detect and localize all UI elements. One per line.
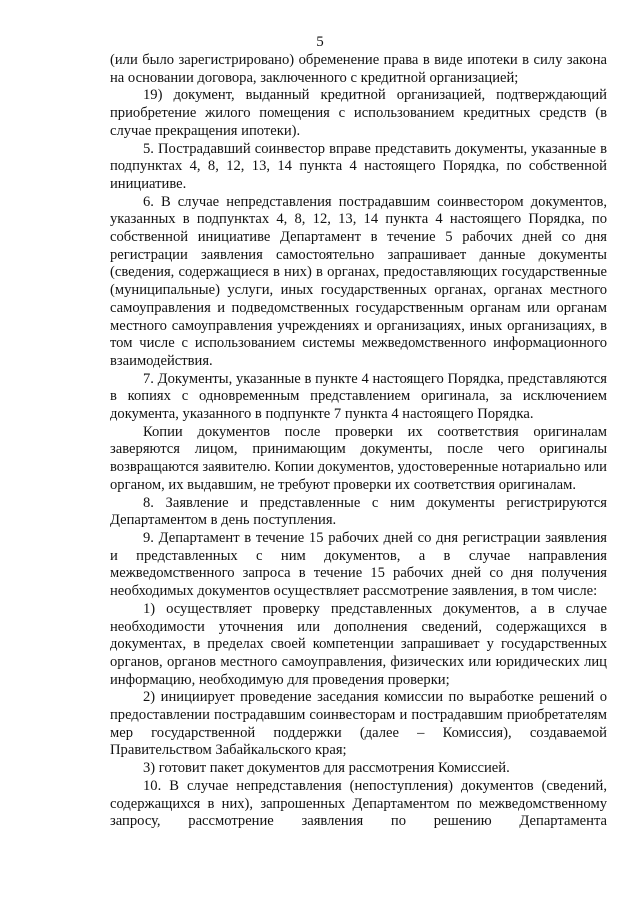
paragraph-8: 8. Заявление и представленные с ним документы регистрируются Департаментом в день поступления. <box>110 494 607 529</box>
paragraph-5: 5. Пострадавший соинвестор вправе представить документы, указанные в подпунктах 4, 8, 12, 13, 14 пункта 4 настоящего Порядка, по собственной инициативе. <box>110 140 607 192</box>
paragraph-10: 10. В случае непредставления (непоступления) документов (сведений, содержащихся в них), запрошенных Департаментом по межведомственному запросу, рассмотрение заявления по решению Департамента <box>110 777 607 830</box>
paragraph-9: 9. Департамент в течение 15 рабочих дней со дня регистрации заявления и представленных с ним документов, а в случае направления межведомственного запроса в течение 15 рабочих дней со дня получения необходимых документов осуществляет рассмотрение заявления, в том числе: <box>110 529 607 600</box>
paragraph-9-item-1: 1) осуществляет проверку представленных документов, а в случае необходимости уточнения или дополнения сведений, содержащихся в документах, в пределах своей компетенции запрашивает у государственных органов, органов местного самоуправления, физических или юридических лиц информацию, необходимую для проведения проверки; <box>110 600 607 688</box>
paragraph-9-item-3: 3) готовит пакет документов для рассмотрения Комиссией. <box>143 760 510 777</box>
page-number: 5 <box>316 34 324 50</box>
paragraph-continuation: (или было зарегистрировано) обременение права в виде ипотеки в силу закона на основании договора, заключенного с кредитной организацией; <box>110 52 607 86</box>
document-body <box>110 52 607 831</box>
paragraph-6: 6. В случае непредставления пострадавшим соинвестором документов, указанных в подпунктах 4, 8, 12, 13, 14 пункта 4 настоящего Порядка, по собственной инициативе Департамент в течение 5 рабочих дней со дня регистрации заявления самостоятельно запрашивает данные документы (сведения, содержащиеся в них) в органах, предоставляющих государственные (муниципальные) услуги, иных государственных органах, органах местного самоуправления и подведомственных государственным органам или органам местного самоуправления учреждениях и организациях, иных организациях, в том числе с использованием системы межведомственного информационного взаимодействия. <box>110 193 607 369</box>
paragraph-9-item-2: 2) инициирует проведение заседания комиссии по выработке решений о предоставлении пострадавшим соинвесторам и пострадавшим приобретателям мер государственной поддержки (далее – Комиссия), создаваемой Правительством Забайкальского края; <box>110 689 607 759</box>
paragraph-copies: Копии документов после проверки их соответствия оригиналам заверяются лицом, принимающим документы, после чего оригиналы возвращаются заявителю. Копии документов, удостоверенные нотариально или органом, их выдавшим, не требуют проверки их соответствия оригиналам. <box>110 423 607 493</box>
paragraph-item-19: 19) документ, выданный кредитной организацией, подтверждающий приобретение жилого помещения с использованием кредитных средств (в случае прекращения ипотеки). <box>110 87 607 139</box>
paragraph-7: 7. Документы, указанные в пункте 4 настоящего Порядка, представляются в копиях с одновременным представлением оригинала, за исключением документа, указанного в подпункте 7 пункта 4 настоящего Порядка. <box>110 370 607 423</box>
